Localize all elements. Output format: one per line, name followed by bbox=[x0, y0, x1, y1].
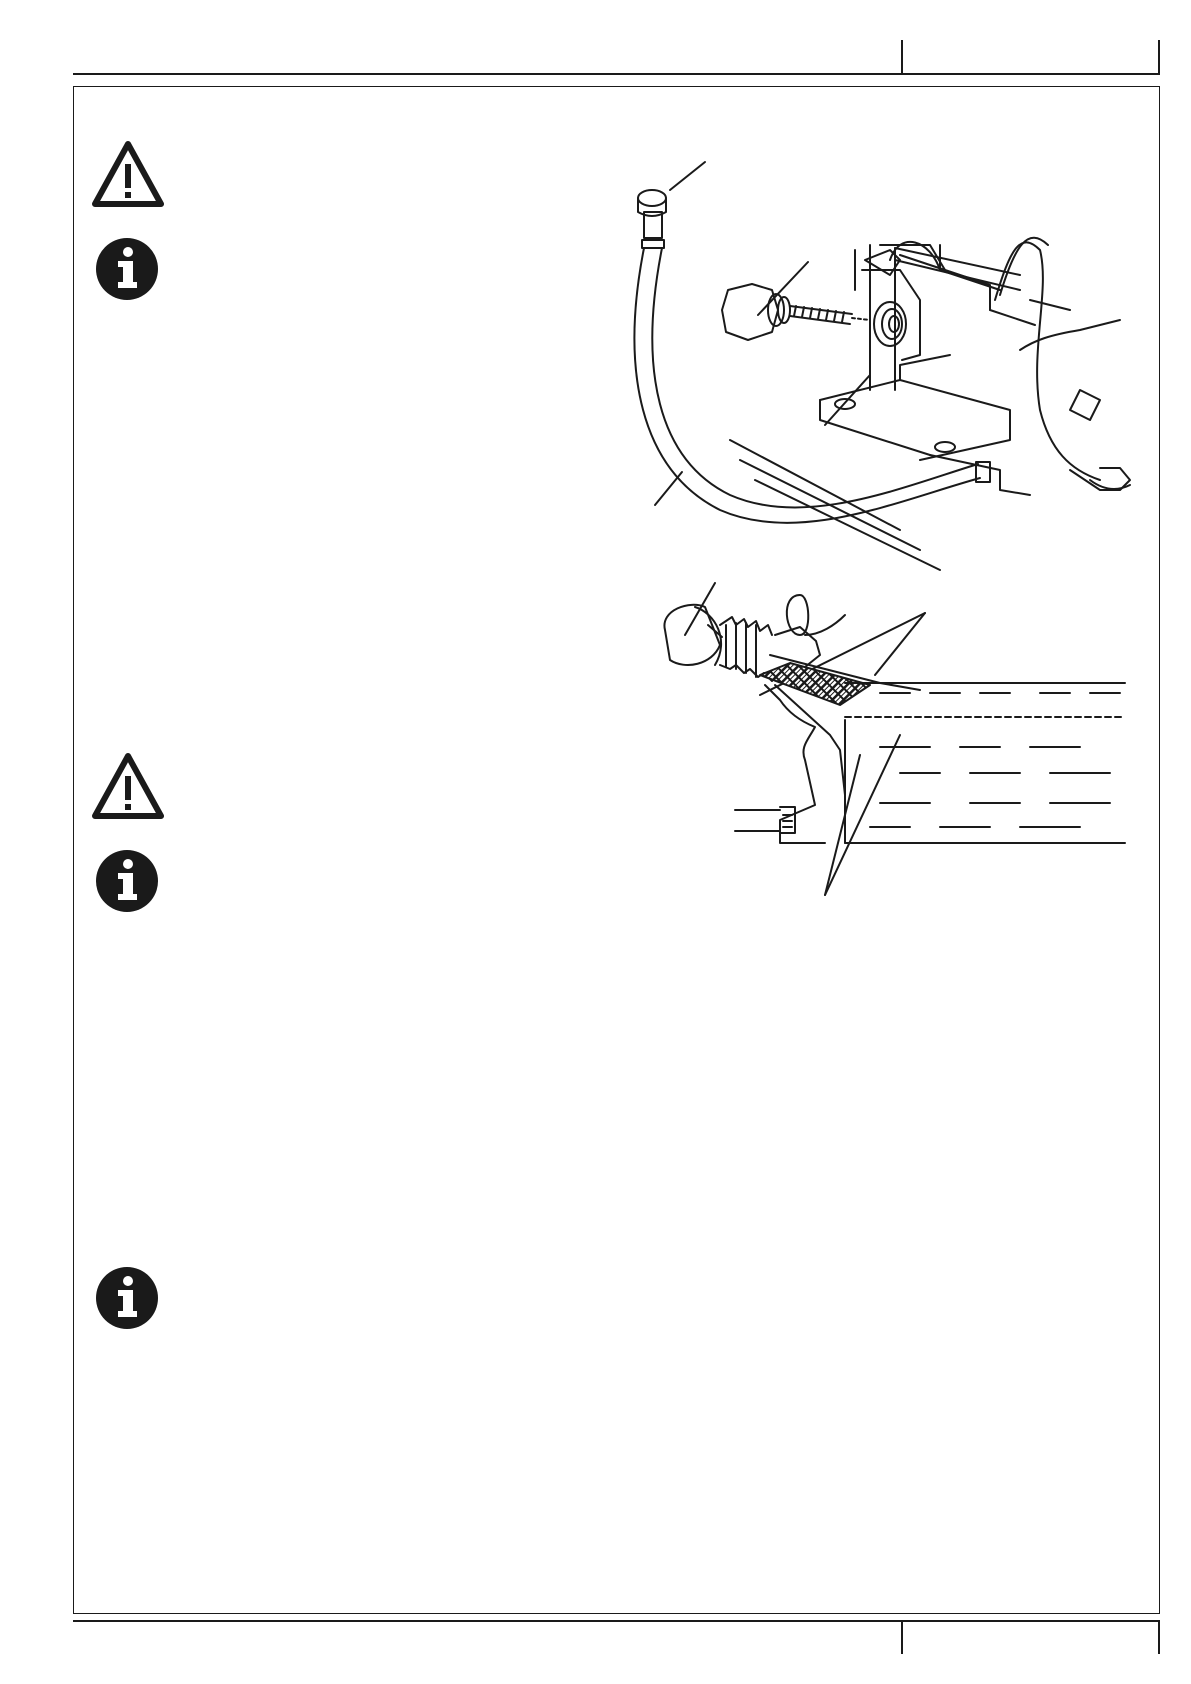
header-right-edge bbox=[1158, 40, 1160, 74]
header-rule bbox=[73, 73, 1160, 75]
footer-rule bbox=[73, 1620, 1160, 1622]
footer-right-edge bbox=[1158, 1620, 1160, 1654]
info-icon bbox=[94, 848, 160, 914]
figure-hose-dipstick bbox=[600, 150, 1160, 590]
info-icon bbox=[94, 1265, 160, 1331]
info-icon bbox=[94, 236, 160, 302]
header-divider bbox=[901, 40, 903, 74]
footer-divider bbox=[901, 1620, 903, 1654]
warning-icon bbox=[92, 140, 164, 212]
warning-icon bbox=[92, 752, 164, 824]
figure-oil-level-section bbox=[640, 575, 1140, 915]
